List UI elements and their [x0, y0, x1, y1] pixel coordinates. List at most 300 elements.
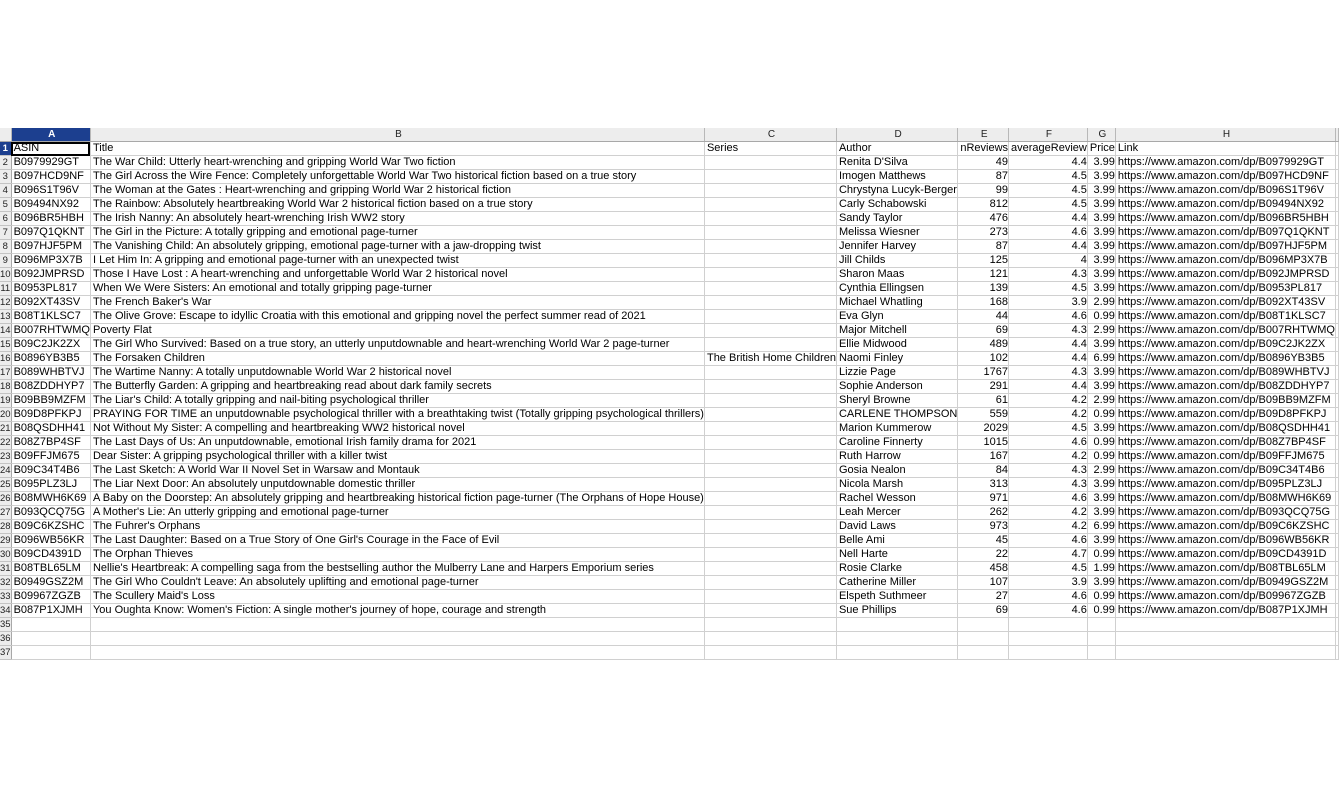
cell-asin[interactable]: B097HCD9NF — [11, 170, 90, 184]
cell-price[interactable]: 0.99 — [1087, 408, 1115, 422]
cell-nreviews[interactable]: 84 — [958, 464, 1009, 478]
cell-empty[interactable] — [1087, 632, 1115, 646]
cell-title[interactable]: The Fuhrer's Orphans — [90, 520, 704, 534]
row-header[interactable]: 6 — [0, 212, 11, 226]
cell-empty[interactable] — [1335, 450, 1338, 464]
cell-link[interactable]: https://www.amazon.com/dp/B09C34T4B6 — [1115, 464, 1335, 478]
cell-title[interactable]: Nellie's Heartbreak: A compelling saga from the bestselling author the Mulberry Lane and Harpers Emporium series — [90, 562, 704, 576]
cell-asin[interactable]: B08TBL65LM — [11, 562, 90, 576]
cell-nreviews[interactable]: 87 — [958, 170, 1009, 184]
cell-empty[interactable] — [1335, 506, 1338, 520]
cell-empty[interactable] — [1115, 632, 1335, 646]
cell-empty[interactable] — [1335, 492, 1338, 506]
cell-series[interactable] — [704, 576, 836, 590]
cell-author[interactable]: CARLENE THOMPSON — [836, 408, 957, 422]
cell-nreviews[interactable]: 458 — [958, 562, 1009, 576]
cell-empty[interactable] — [90, 618, 704, 632]
cell-empty[interactable] — [1335, 464, 1338, 478]
cell-avg[interactable]: 4.4 — [1009, 212, 1088, 226]
cell-title[interactable]: The Liar's Child: A totally gripping and nail-biting psychological thriller — [90, 394, 704, 408]
cell-avg[interactable]: 4.5 — [1009, 562, 1088, 576]
cell-empty[interactable] — [1335, 324, 1338, 338]
row-header[interactable]: 28 — [0, 521, 11, 532]
cell-empty[interactable] — [1335, 646, 1338, 660]
column-header-b[interactable]: B — [90, 128, 704, 142]
cell-link[interactable]: https://www.amazon.com/dp/B087P1XJMH — [1115, 604, 1335, 618]
cell-asin[interactable]: B0953PL817 — [11, 282, 90, 296]
cell-nreviews[interactable]: 121 — [958, 268, 1009, 282]
cell-asin[interactable]: B09D8PFKPJ — [11, 408, 90, 422]
cell-link[interactable]: https://www.amazon.com/dp/B097HCD9NF — [1115, 170, 1335, 184]
cell-nreviews[interactable]: 2029 — [958, 422, 1009, 436]
cell-link[interactable]: https://www.amazon.com/dp/B096WB56KR — [1115, 534, 1335, 548]
cell-asin[interactable]: B097HJF5PM — [11, 240, 90, 254]
cell-empty[interactable] — [704, 632, 836, 646]
cell-avg[interactable]: 4.2 — [1009, 394, 1088, 408]
cell-link[interactable]: https://www.amazon.com/dp/B096S1T96V — [1115, 184, 1335, 198]
cell-series[interactable] — [704, 156, 836, 170]
cell-title[interactable]: The Olive Grove: Escape to idyllic Croatia with this emotional and gripping novel the perfect summer read of 2021 — [90, 310, 704, 324]
cell-avg[interactable]: 3.9 — [1009, 296, 1088, 310]
cell-nreviews[interactable]: 167 — [958, 450, 1009, 464]
cell-series[interactable] — [704, 212, 836, 226]
cell-author[interactable]: David Laws — [836, 520, 957, 534]
cell-empty[interactable] — [1009, 646, 1088, 660]
select-all-corner[interactable] — [0, 128, 11, 142]
row-header[interactable]: 13 — [0, 311, 11, 322]
cell-avg[interactable]: 4.4 — [1009, 380, 1088, 394]
cell-asin-header[interactable]: ASIN — [11, 142, 90, 156]
cell-title[interactable]: The Rainbow: Absolutely heartbreaking World War 2 historical fiction based on a true story — [90, 198, 704, 212]
cell-title[interactable]: The Woman at the Gates : Heart-wrenching and gripping World War 2 historical fiction — [90, 184, 704, 198]
cell-link[interactable]: https://www.amazon.com/dp/B092JMPRSD — [1115, 268, 1335, 282]
cell-nreviews[interactable]: 45 — [958, 534, 1009, 548]
cell-asin[interactable]: B09BB9MZFM — [11, 394, 90, 408]
row-header[interactable]: 8 — [0, 240, 11, 254]
cell-empty[interactable] — [1335, 478, 1338, 492]
cell-series[interactable] — [704, 464, 836, 478]
cell-asin[interactable]: B096WB56KR — [11, 534, 90, 548]
cell-empty[interactable] — [1115, 646, 1335, 660]
cell-link[interactable]: https://www.amazon.com/dp/B08QSDHH41 — [1115, 422, 1335, 436]
cell-series[interactable] — [704, 282, 836, 296]
cell-series[interactable] — [704, 310, 836, 324]
cell-empty[interactable] — [1335, 380, 1338, 394]
cell-link[interactable]: https://www.amazon.com/dp/B09FFJM675 — [1115, 450, 1335, 464]
cell-nreviews[interactable]: 87 — [958, 240, 1009, 254]
row-header[interactable]: 19 — [0, 395, 11, 406]
cell-nreviews[interactable]: 44 — [958, 310, 1009, 324]
cell-title[interactable]: The Last Sketch: A World War II Novel Set in Warsaw and Montauk — [90, 464, 704, 478]
cell-link[interactable]: https://www.amazon.com/dp/B09D8PFKPJ — [1115, 408, 1335, 422]
cell-asin[interactable]: B097Q1QKNT — [11, 226, 90, 240]
cell-avg[interactable]: 4.2 — [1009, 450, 1088, 464]
cell-empty[interactable] — [1335, 212, 1338, 226]
cell-price[interactable]: 3.99 — [1087, 268, 1115, 282]
cell-title[interactable]: Those I Have Lost : A heart-wrenching and unforgettable World War 2 historical novel — [90, 268, 704, 282]
cell-empty[interactable] — [704, 618, 836, 632]
cell-empty[interactable] — [1335, 170, 1338, 184]
cell-author[interactable]: Major Mitchell — [836, 324, 957, 338]
column-header-f[interactable]: F — [1009, 128, 1088, 142]
cell-series[interactable] — [704, 366, 836, 380]
column-header-i[interactable] — [1335, 128, 1338, 142]
cell-series[interactable] — [704, 506, 836, 520]
row-header[interactable]: 1 — [0, 142, 11, 156]
cell-asin[interactable]: B089WHBTVJ — [11, 366, 90, 380]
cell-author[interactable]: Melissa Wiesner — [836, 226, 957, 240]
cell-series[interactable] — [704, 338, 836, 352]
row-header[interactable]: 9 — [0, 254, 11, 268]
cell-series[interactable] — [704, 184, 836, 198]
row-header[interactable]: 17 — [0, 367, 11, 378]
cell-title[interactable]: Poverty Flat — [90, 324, 704, 338]
cell-price[interactable]: 3.99 — [1087, 338, 1115, 352]
cell-avg[interactable]: 3.9 — [1009, 576, 1088, 590]
cell-author[interactable]: Lizzie Page — [836, 366, 957, 380]
cell-asin[interactable]: B093QCQ75G — [11, 506, 90, 520]
cell-avg[interactable]: 4.5 — [1009, 282, 1088, 296]
row-header[interactable]: 20 — [0, 409, 11, 420]
cell-link[interactable]: https://www.amazon.com/dp/B08MWH6K69 — [1115, 492, 1335, 506]
cell-avg[interactable]: 4.6 — [1009, 226, 1088, 240]
cell-price[interactable]: 3.99 — [1087, 492, 1115, 506]
cell-link[interactable]: https://www.amazon.com/dp/B097HJF5PM — [1115, 240, 1335, 254]
cell-nreviews[interactable]: 489 — [958, 338, 1009, 352]
cell-avg[interactable]: 4.3 — [1009, 464, 1088, 478]
cell-price[interactable]: 3.99 — [1087, 156, 1115, 170]
cell-empty[interactable] — [1009, 632, 1088, 646]
cell-author[interactable]: Chrystyna Lucyk-Berger — [836, 184, 957, 198]
cell-author[interactable]: Renita D'Silva — [836, 156, 957, 170]
cell-empty[interactable] — [1335, 338, 1338, 352]
cell-link[interactable]: https://www.amazon.com/dp/B09C6KZSHC — [1115, 520, 1335, 534]
cell-empty[interactable] — [1335, 618, 1338, 632]
cell-price-header[interactable]: Price — [1087, 142, 1115, 156]
row-header[interactable]: 2 — [0, 156, 11, 170]
cell-series[interactable] — [704, 534, 836, 548]
cell-nreviews[interactable]: 812 — [958, 198, 1009, 212]
cell-series[interactable] — [704, 268, 836, 282]
cell-avg[interactable]: 4.5 — [1009, 184, 1088, 198]
cell-avg[interactable]: 4.4 — [1009, 156, 1088, 170]
cell-asin[interactable]: B095PLZ3LJ — [11, 478, 90, 492]
cell-nreviews[interactable]: 69 — [958, 324, 1009, 338]
cell-avg[interactable]: 4.6 — [1009, 436, 1088, 450]
row-header[interactable]: 34 — [0, 605, 11, 616]
cell-link[interactable]: https://www.amazon.com/dp/B0953PL817 — [1115, 282, 1335, 296]
column-header-a[interactable]: A — [11, 128, 90, 142]
cell-asin[interactable]: B092JMPRSD — [11, 268, 90, 282]
cell-title[interactable]: You Oughta Know: Women's Fiction: A single mother's journey of hope, courage and strength — [90, 604, 704, 618]
cell-author[interactable]: Rosie Clarke — [836, 562, 957, 576]
row-header[interactable]: 10 — [0, 269, 11, 280]
cell-title[interactable]: The Last Days of Us: An unputdownable, emotional Irish family drama for 2021 — [90, 436, 704, 450]
cell-title[interactable]: The Vanishing Child: An absolutely gripping, emotional page-turner with a jaw-dropping twist — [90, 240, 704, 254]
cell-price[interactable]: 0.99 — [1087, 310, 1115, 324]
cell-series[interactable] — [704, 590, 836, 604]
cell-empty[interactable] — [958, 646, 1009, 660]
cell-avg[interactable]: 4.5 — [1009, 422, 1088, 436]
cell-empty[interactable] — [1335, 604, 1338, 618]
cell-series[interactable] — [704, 548, 836, 562]
cell-empty[interactable] — [704, 646, 836, 660]
cell-avg[interactable]: 4.3 — [1009, 324, 1088, 338]
row-header[interactable]: 35 — [0, 619, 11, 630]
cell-series[interactable] — [704, 380, 836, 394]
cell-link[interactable]: https://www.amazon.com/dp/B09C2JK2ZX — [1115, 338, 1335, 352]
cell-empty[interactable] — [1335, 366, 1338, 380]
cell-title[interactable]: The Scullery Maid's Loss — [90, 590, 704, 604]
cell-price[interactable]: 3.99 — [1087, 170, 1115, 184]
cell-empty[interactable] — [11, 618, 90, 632]
cell-link[interactable]: https://www.amazon.com/dp/B096BR5HBH — [1115, 212, 1335, 226]
cell-nreviews[interactable]: 125 — [958, 254, 1009, 268]
cell-author[interactable]: Ruth Harrow — [836, 450, 957, 464]
cell-avg[interactable]: 4.3 — [1009, 268, 1088, 282]
row-header[interactable]: 37 — [0, 647, 11, 658]
cell-title[interactable]: PRAYING FOR TIME an unputdownable psychological thriller with a breathtaking twist (Totally gripping psychological thrillers) — [90, 408, 704, 422]
cell-series[interactable] — [704, 226, 836, 240]
cell-price[interactable]: 3.99 — [1087, 380, 1115, 394]
cell-avg[interactable]: 4.2 — [1009, 408, 1088, 422]
cell-empty[interactable] — [1335, 240, 1338, 254]
row-header[interactable]: 22 — [0, 437, 11, 448]
cell-asin[interactable]: B087P1XJMH — [11, 604, 90, 618]
cell-asin[interactable]: B09C2JK2ZX — [11, 338, 90, 352]
cell-title[interactable]: The French Baker's War — [90, 296, 704, 310]
cell-nreviews[interactable]: 27 — [958, 590, 1009, 604]
cell-price[interactable]: 3.99 — [1087, 212, 1115, 226]
row-header[interactable]: 3 — [0, 170, 11, 184]
cell-asin[interactable]: B08MWH6K69 — [11, 492, 90, 506]
cell-price[interactable]: 3.99 — [1087, 254, 1115, 268]
cell-empty[interactable] — [1335, 548, 1338, 562]
cell-author[interactable]: Gosia Nealon — [836, 464, 957, 478]
cell-avg[interactable]: 4.4 — [1009, 240, 1088, 254]
cell-author[interactable]: Ellie Midwood — [836, 338, 957, 352]
cell-nreviews[interactable]: 102 — [958, 352, 1009, 366]
cell-avg[interactable]: 4.5 — [1009, 170, 1088, 184]
cell-asin[interactable]: B0896YB3B5 — [11, 352, 90, 366]
cell-author[interactable]: Cynthia Ellingsen — [836, 282, 957, 296]
cell-price[interactable]: 0.99 — [1087, 590, 1115, 604]
cell-series[interactable] — [704, 254, 836, 268]
cell-empty[interactable] — [1335, 156, 1338, 170]
cell-empty[interactable] — [958, 632, 1009, 646]
cell-empty[interactable] — [1335, 268, 1338, 282]
cell-asin[interactable]: B08Z7BP4SF — [11, 436, 90, 450]
cell-link[interactable]: https://www.amazon.com/dp/B0979929GT — [1115, 156, 1335, 170]
cell-title[interactable]: The Wartime Nanny: A totally unputdownable World War 2 historical novel — [90, 366, 704, 380]
cell-empty[interactable] — [90, 632, 704, 646]
cell-empty[interactable] — [1335, 632, 1338, 646]
cell-price[interactable]: 1.99 — [1087, 562, 1115, 576]
cell-link[interactable]: https://www.amazon.com/dp/B09494NX92 — [1115, 198, 1335, 212]
cell-price[interactable]: 0.99 — [1087, 436, 1115, 450]
cell-asin[interactable]: B08ZDDHYP7 — [11, 380, 90, 394]
cell-nreviews[interactable]: 971 — [958, 492, 1009, 506]
row-header[interactable]: 21 — [0, 423, 11, 434]
cell-author[interactable]: Sheryl Browne — [836, 394, 957, 408]
cell-asin[interactable]: B0949GSZ2M — [11, 576, 90, 590]
cell-nreviews[interactable]: 273 — [958, 226, 1009, 240]
cell-avg[interactable]: 4.4 — [1009, 352, 1088, 366]
cell-series[interactable] — [704, 478, 836, 492]
cell-link[interactable]: https://www.amazon.com/dp/B08TBL65LM — [1115, 562, 1335, 576]
cell-author[interactable]: Catherine Miller — [836, 576, 957, 590]
cell-title[interactable]: When We Were Sisters: An emotional and totally gripping page-turner — [90, 282, 704, 296]
cell-link[interactable]: https://www.amazon.com/dp/B09BB9MZFM — [1115, 394, 1335, 408]
cell-link[interactable]: https://www.amazon.com/dp/B093QCQ75G — [1115, 506, 1335, 520]
cell-empty[interactable] — [1335, 352, 1338, 366]
row-header[interactable]: 16 — [0, 353, 11, 364]
cell-price[interactable]: 0.99 — [1087, 604, 1115, 618]
cell-empty[interactable] — [1335, 184, 1338, 198]
cell-avg[interactable]: 4.3 — [1009, 366, 1088, 380]
cell-series[interactable] — [704, 394, 836, 408]
cell-link[interactable]: https://www.amazon.com/dp/B0949GSZ2M — [1115, 576, 1335, 590]
cell-series[interactable] — [704, 324, 836, 338]
row-header[interactable]: 11 — [0, 283, 11, 294]
row-header[interactable]: 24 — [0, 465, 11, 476]
cell-empty[interactable] — [1335, 436, 1338, 450]
cell-author[interactable]: Jennifer Harvey — [836, 240, 957, 254]
cell-author[interactable]: Caroline Finnerty — [836, 436, 957, 450]
row-header[interactable]: 36 — [0, 633, 11, 644]
cell-title[interactable]: I Let Him In: A gripping and emotional page-turner with an unexpected twist — [90, 254, 704, 268]
cell-price[interactable]: 6.99 — [1087, 352, 1115, 366]
cell-title[interactable]: The Irish Nanny: An absolutely heart-wrenching Irish WW2 story — [90, 212, 704, 226]
cell-link[interactable]: https://www.amazon.com/dp/B08ZDDHYP7 — [1115, 380, 1335, 394]
cell-empty[interactable] — [1335, 394, 1338, 408]
cell-price[interactable]: 3.99 — [1087, 422, 1115, 436]
cell-series[interactable] — [704, 170, 836, 184]
row-header[interactable]: 18 — [0, 381, 11, 392]
cell-author[interactable]: Carly Schabowski — [836, 198, 957, 212]
cell-nreviews[interactable]: 49 — [958, 156, 1009, 170]
cell-empty[interactable] — [1087, 618, 1115, 632]
cell-nreviews[interactable]: 69 — [958, 604, 1009, 618]
cell-price[interactable]: 3.99 — [1087, 366, 1115, 380]
cell-nreviews[interactable]: 291 — [958, 380, 1009, 394]
row-header[interactable]: 4 — [0, 184, 11, 198]
cell-price[interactable]: 3.99 — [1087, 478, 1115, 492]
cell-avg[interactable]: 4.5 — [1009, 198, 1088, 212]
cell-link[interactable]: https://www.amazon.com/dp/B097Q1QKNT — [1115, 226, 1335, 240]
cell-empty[interactable] — [836, 632, 957, 646]
cell-asin[interactable]: B08T1KLSC7 — [11, 310, 90, 324]
cell-nreviews[interactable]: 61 — [958, 394, 1009, 408]
cell-author[interactable]: Elspeth Suthmeer — [836, 590, 957, 604]
row-header[interactable]: 32 — [0, 577, 11, 588]
cell-price[interactable]: 3.99 — [1087, 576, 1115, 590]
cell-nreviews[interactable]: 168 — [958, 296, 1009, 310]
cell-asin[interactable]: B092XT43SV — [11, 296, 90, 310]
cell-author[interactable]: Naomi Finley — [836, 352, 957, 366]
cell-title[interactable]: The Girl Who Survived: Based on a true story, an utterly unputdownable and heart-wrenching World War 2 page-turner — [90, 338, 704, 352]
cell-link[interactable]: https://www.amazon.com/dp/B007RHTWMQ — [1115, 324, 1335, 338]
cell-author[interactable]: Marion Kummerow — [836, 422, 957, 436]
cell-title[interactable]: The Liar Next Door: An absolutely unputdownable domestic thriller — [90, 478, 704, 492]
cell-author[interactable]: Nell Harte — [836, 548, 957, 562]
cell-author[interactable]: Leah Mercer — [836, 506, 957, 520]
cell-link[interactable]: https://www.amazon.com/dp/B092XT43SV — [1115, 296, 1335, 310]
cell-empty[interactable] — [1335, 198, 1338, 212]
cell-asin[interactable]: B09C34T4B6 — [11, 464, 90, 478]
cell-nreviews[interactable]: 262 — [958, 506, 1009, 520]
row-header[interactable]: 12 — [0, 297, 11, 308]
cell-series[interactable] — [704, 492, 836, 506]
cell-empty[interactable] — [1335, 282, 1338, 296]
cell-author[interactable]: Jill Childs — [836, 254, 957, 268]
column-header-d[interactable]: D — [836, 128, 957, 142]
cell-empty[interactable] — [958, 618, 1009, 632]
cell-empty[interactable] — [11, 632, 90, 646]
cell-empty[interactable] — [836, 646, 957, 660]
cell-asin[interactable]: B096MP3X7B — [11, 254, 90, 268]
cell-title[interactable]: Not Without My Sister: A compelling and heartbreaking WW2 historical novel — [90, 422, 704, 436]
cell-link[interactable]: https://www.amazon.com/dp/B089WHBTVJ — [1115, 366, 1335, 380]
cell-price[interactable]: 2.99 — [1087, 464, 1115, 478]
row-header[interactable]: 5 — [0, 198, 11, 212]
cell-series[interactable] — [704, 520, 836, 534]
cell-empty[interactable] — [1009, 618, 1088, 632]
cell-series[interactable] — [704, 562, 836, 576]
cell-title[interactable]: A Baby on the Doorstep: An absolutely gripping and heartbreaking historical fiction page-turner (The Orphans of Hope House) — [90, 492, 704, 506]
cell-asin[interactable]: B08QSDHH41 — [11, 422, 90, 436]
column-header-h[interactable]: H — [1115, 128, 1335, 142]
cell-empty[interactable] — [1115, 618, 1335, 632]
cell-link-header[interactable]: Link — [1115, 142, 1335, 156]
cell-author[interactable]: Sandy Taylor — [836, 212, 957, 226]
cell-series[interactable] — [704, 604, 836, 618]
cell-series-header[interactable]: Series — [704, 142, 836, 156]
cell-nreviews[interactable]: 99 — [958, 184, 1009, 198]
cell-asin[interactable]: B09967ZGZB — [11, 590, 90, 604]
cell-title[interactable]: Dear Sister: A gripping psychological thriller with a killer twist — [90, 450, 704, 464]
cell-asin[interactable]: B09494NX92 — [11, 198, 90, 212]
cell-author[interactable]: Eva Glyn — [836, 310, 957, 324]
cell-empty[interactable] — [1335, 422, 1338, 436]
cell-empty[interactable] — [90, 646, 704, 660]
cell-author[interactable]: Sue Phillips — [836, 604, 957, 618]
cell-title[interactable]: The War Child: Utterly heart-wrenching and gripping World War Two fiction — [90, 156, 704, 170]
cell-title[interactable]: The Butterfly Garden: A gripping and heartbreaking read about dark family secrets — [90, 380, 704, 394]
cell-nreviews[interactable]: 22 — [958, 548, 1009, 562]
cell-series[interactable] — [704, 198, 836, 212]
cell-link[interactable]: https://www.amazon.com/dp/B09CD4391D — [1115, 548, 1335, 562]
cell-avg-header[interactable]: averageReview — [1009, 142, 1088, 156]
cell-author[interactable]: Sharon Maas — [836, 268, 957, 282]
cell-empty[interactable] — [1335, 576, 1338, 590]
row-header[interactable]: 15 — [0, 339, 11, 350]
cell-avg[interactable]: 4.7 — [1009, 548, 1088, 562]
row-header[interactable]: 7 — [0, 226, 11, 240]
cell-asin[interactable]: B09FFJM675 — [11, 450, 90, 464]
cell-avg[interactable]: 4.4 — [1009, 338, 1088, 352]
cell-empty[interactable] — [1335, 254, 1338, 268]
column-header-g[interactable]: G — [1087, 128, 1115, 142]
cell-author[interactable]: Michael Whatling — [836, 296, 957, 310]
cell-price[interactable]: 2.99 — [1087, 324, 1115, 338]
cell-empty[interactable] — [1335, 310, 1338, 324]
cell-series[interactable] — [704, 240, 836, 254]
cell-price[interactable]: 2.99 — [1087, 296, 1115, 310]
cell-empty[interactable] — [1335, 534, 1338, 548]
cell-title[interactable]: The Last Daughter: Based on a True Story of One Girl's Courage in the Face of Evil — [90, 534, 704, 548]
cell-title[interactable]: The Forsaken Children — [90, 352, 704, 366]
